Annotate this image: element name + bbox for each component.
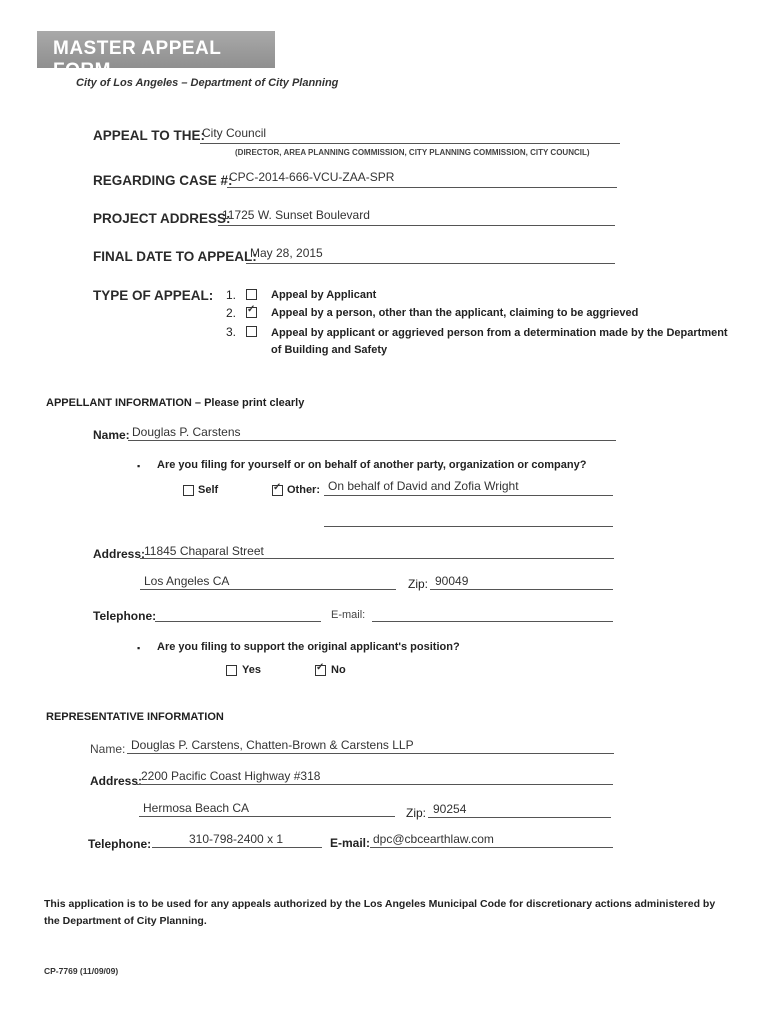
appeal-to-label: APPEAL TO THE: — [93, 128, 206, 143]
final-date-line — [246, 263, 615, 264]
type-2-checkbox[interactable] — [246, 307, 257, 318]
final-date-label: FINAL DATE TO APPEAL: — [93, 249, 257, 264]
bullet-icon: ▪ — [137, 643, 141, 653]
appeal-to-hint: (DIRECTOR, AREA PLANNING COMMISSION, CITY PLANNING COMMISSION, CITY COUNCIL) — [235, 148, 590, 157]
appeal-to-value[interactable]: City Council — [202, 126, 267, 140]
rep-telephone-line — [152, 847, 322, 848]
appellant-zip-label: Zip: — [408, 577, 429, 591]
case-label: REGARDING CASE #: — [93, 173, 233, 188]
footer-note-line2: the Department of City Planning. — [44, 915, 207, 927]
rep-zip-label: Zip: — [406, 806, 427, 820]
type-1-checkbox[interactable] — [246, 289, 257, 300]
project-address-line — [218, 225, 615, 226]
appellant-city-value[interactable]: Los Angeles CA — [144, 574, 230, 588]
type-3-label: Appeal by applicant or aggrieved person from a determination made by the Department — [271, 327, 728, 339]
other-line-2[interactable] — [324, 526, 613, 527]
appellant-zip-value[interactable]: 90049 — [435, 574, 469, 588]
type-2-number: 2. — [226, 306, 237, 320]
form-title: MASTER APPEAL FORM — [53, 38, 222, 81]
appellant-section-heading — [46, 397, 304, 409]
type-1-label: Appeal by Applicant — [271, 289, 377, 301]
appellant-name-value[interactable]: Douglas P. Carstens — [132, 425, 241, 439]
case-line — [227, 187, 617, 188]
rep-city-line — [139, 816, 395, 817]
appellant-name-label: Name: — [93, 428, 130, 442]
rep-city-value[interactable]: Hermosa Beach CA — [143, 801, 250, 815]
appellant-email-line[interactable] — [372, 621, 613, 622]
form-subtitle: City of Los Angeles – Department of City Planning — [76, 77, 339, 89]
appellant-city-line — [140, 589, 396, 590]
footer-note: This application is to be used for any appeals authorized by the Los Angeles Municipal Code for discretionary actions administered by — [44, 898, 716, 910]
rep-address-line — [137, 784, 613, 785]
support-question: Are you filing to support the original applicant's position? — [157, 641, 460, 653]
appellant-telephone-line[interactable] — [155, 621, 321, 622]
other-checkbox[interactable] — [272, 485, 283, 496]
type-3-label-cont: of Building and Safety — [271, 344, 388, 356]
rep-name-label: Name: — [90, 742, 126, 756]
appellant-address-label: Address: — [93, 547, 146, 561]
rep-address-label: Address: — [90, 774, 143, 788]
no-label: No — [331, 664, 346, 676]
rep-email-value[interactable]: dpc@cbcearthlaw.com — [373, 832, 494, 846]
filing-question: Are you filing for yourself or on behalf of another party, organization or company? — [157, 459, 587, 471]
form-title-banner — [37, 31, 275, 81]
appellant-name-line — [128, 440, 616, 441]
rep-telephone-value[interactable]: 310-798-2400 x 1 — [189, 832, 284, 846]
appellant-section-note: – Please print clearly — [194, 397, 305, 409]
rep-email-label: E-mail: — [330, 836, 371, 850]
other-line — [324, 495, 613, 496]
rep-name-line — [127, 753, 614, 754]
bullet-icon: ▪ — [137, 461, 141, 471]
type-1-number: 1. — [226, 288, 237, 302]
self-checkbox[interactable] — [183, 485, 194, 496]
rep-name-value[interactable]: Douglas P. Carstens, Chatten-Brown & Carstens LLP — [131, 738, 414, 752]
representative-section-title: REPRESENTATIVE INFORMATION — [46, 711, 224, 723]
appellant-telephone-label: Telephone: — [93, 609, 157, 623]
type-3-number: 3. — [226, 325, 237, 339]
rep-email-line — [370, 847, 613, 848]
self-label: Self — [198, 484, 219, 496]
project-address-label: PROJECT ADDRESS: — [93, 211, 231, 226]
yes-checkbox[interactable] — [226, 665, 237, 676]
appeal-to-line — [200, 143, 620, 144]
appellant-zip-line — [430, 589, 613, 590]
project-address-value[interactable]: 11725 W. Sunset Boulevard — [222, 208, 370, 222]
other-label: Other: — [287, 484, 320, 496]
no-checkbox[interactable] — [315, 665, 326, 676]
rep-zip-line — [428, 817, 611, 818]
type-of-appeal-label: TYPE OF APPEAL: — [93, 288, 214, 303]
rep-zip-value[interactable]: 90254 — [433, 802, 467, 816]
case-value[interactable]: CPC-2014-666-VCU-ZAA-SPR — [229, 170, 395, 184]
yes-label: Yes — [242, 664, 261, 676]
appellant-email-label: E-mail: — [331, 609, 366, 621]
rep-telephone-label: Telephone: — [88, 837, 152, 851]
type-3-checkbox[interactable] — [246, 326, 257, 337]
form-code: CP-7769 (11/09/09) — [44, 966, 119, 976]
final-date-value[interactable]: May 28, 2015 — [250, 246, 323, 260]
appellant-address-value[interactable]: 11845 Chaparal Street — [144, 544, 264, 558]
appellant-section-title: APPELLANT INFORMATION — [46, 397, 192, 409]
type-2-label: Appeal by a person, other than the applicant, claiming to be aggrieved — [271, 307, 639, 319]
other-value[interactable]: On behalf of David and Zofia Wright — [328, 479, 519, 493]
rep-address-value[interactable]: 2200 Pacific Coast Highway #318 — [141, 769, 321, 783]
appellant-address-line — [140, 558, 614, 559]
